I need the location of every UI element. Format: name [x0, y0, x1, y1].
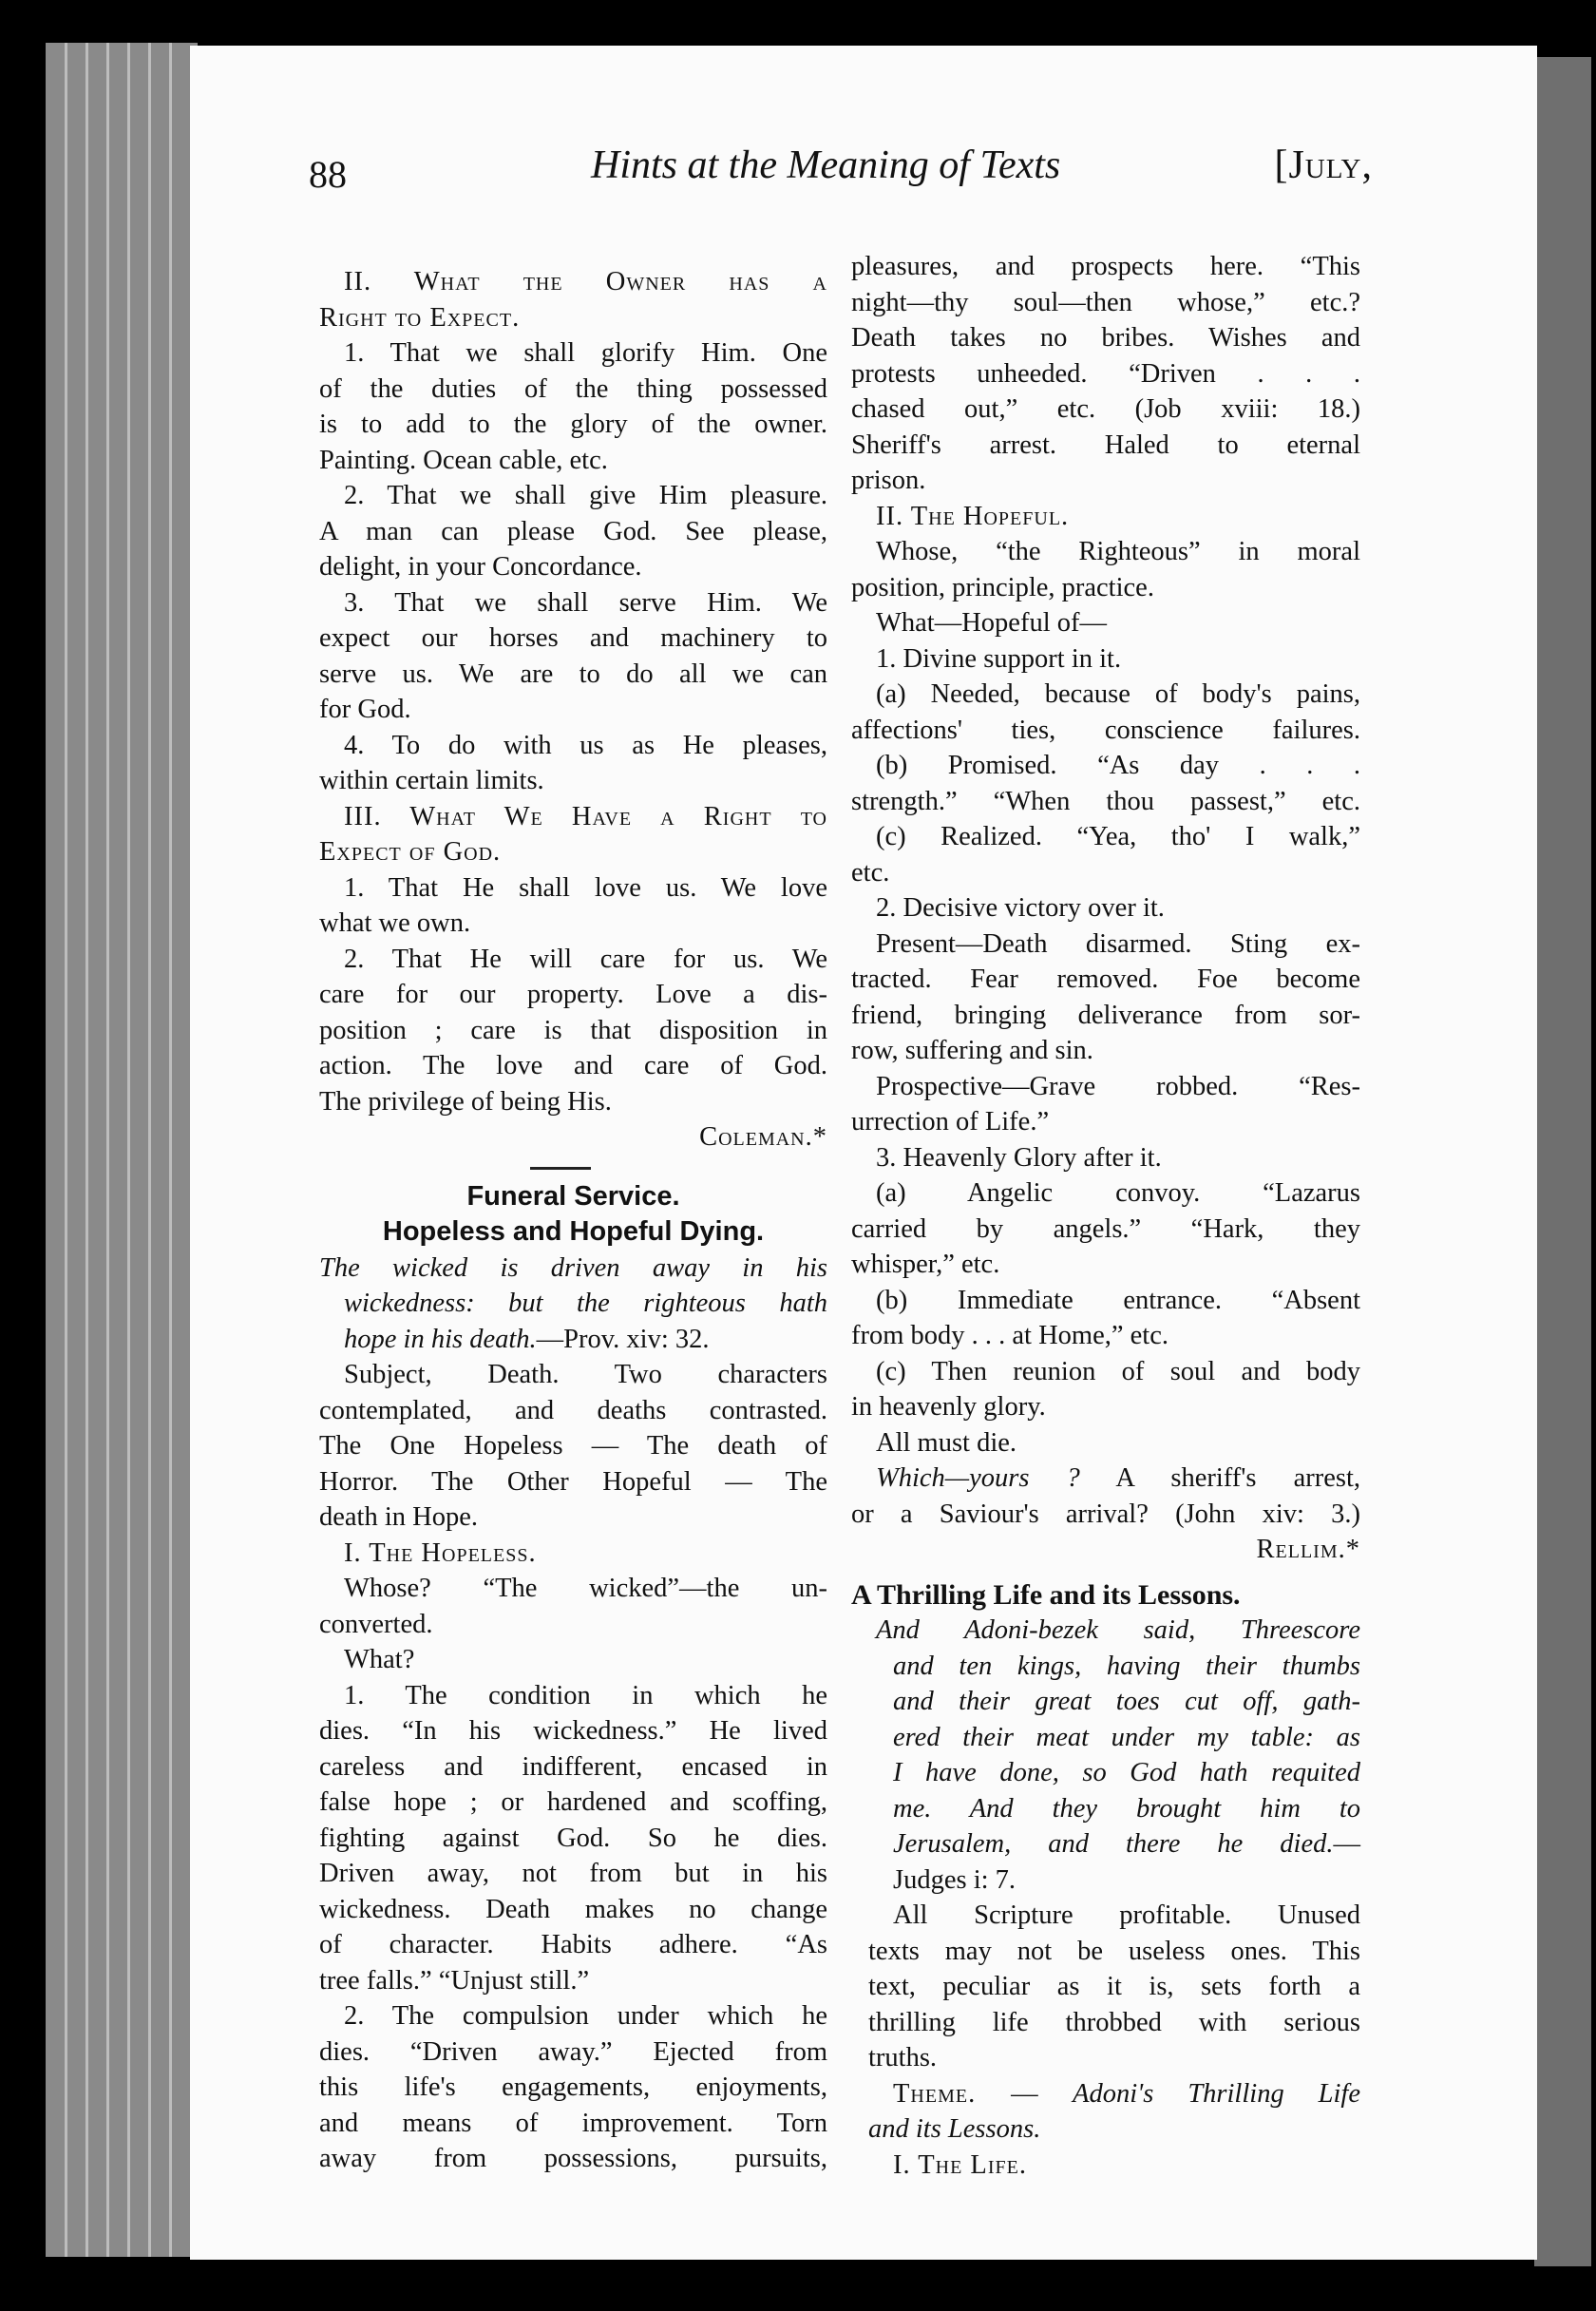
text-line: or a Saviour's arrival? (John xiv: 3.) [851, 1499, 1360, 1529]
text-line: friend, bringing deliverance from sor- [851, 1000, 1360, 1030]
text-line: affections' ties, conscience failures. [851, 715, 1360, 745]
text-line: away from possessions, pursuits, [319, 2144, 827, 2173]
text-line: carried by angels.” “Hark, they [851, 1213, 1360, 1244]
text-line: All must die. [876, 1427, 1017, 1458]
scripture-text [319, 1322, 827, 1358]
text-line: 1. That He shall love us. We love [344, 872, 827, 903]
book-page-edges-left [46, 43, 198, 2257]
text-line: (b) Promised. “As day . . . [876, 751, 1360, 780]
text-line: in heavenly glory. [851, 1392, 1046, 1422]
text-line: contemplated, and deaths contrasted. [319, 1395, 827, 1425]
text-line: serve us. We are to do all we can [319, 659, 827, 689]
text-line: 2. The compulsion under which he [344, 2001, 827, 2031]
text-line: Driven away, not from but in his [319, 1859, 827, 1888]
text-line: is to add to the glory of the owner. [319, 410, 827, 439]
text-line: truths. [868, 2043, 938, 2072]
running-title: Hints at the Meaning of Texts [591, 143, 1061, 187]
scripture-text: and their great toes cut off, gath- [893, 1687, 1360, 1716]
text-line: 4. To do with us as He pleases, [344, 730, 827, 760]
text-line: 2. That He will care for us. We [344, 944, 827, 974]
text-line: 3. That we shall serve Him. We [344, 587, 827, 618]
text-line: tracted. Fear removed. Foe become [851, 965, 1360, 994]
sermon-title: A Thrilling Life and its Lessons. [851, 1578, 1241, 1611]
text-line: protests unheeded. “Driven . . . [851, 358, 1360, 389]
scripture-reference: Judges i: 7. [893, 1864, 1016, 1895]
text-line: Horror. The Other Hopeful — The [319, 1466, 827, 1497]
text-line: tree falls.” “Unjust still.” [319, 1965, 590, 1996]
text-line: night—thy soul—then whose,” etc.? [851, 287, 1360, 317]
scripture-text: I have done, so God hath requited [893, 1758, 1360, 1787]
text-line: All Scripture profitable. Unused [893, 1900, 1360, 1930]
text-line: false hope ; or hardened and scoffing, [319, 1787, 827, 1817]
scripture-text [851, 1826, 1360, 1862]
text-line: action. The love and care of God. [319, 1051, 827, 1080]
text-line: converted. [319, 1609, 433, 1639]
scripture-text: and ten kings, having their thumbs [893, 1651, 1360, 1681]
section-heading: Right to Expect. [319, 302, 521, 333]
text-run: A sheriff's arrest, [1079, 1463, 1360, 1493]
section-heading: II. What the Owner has a [344, 267, 827, 296]
running-header [309, 143, 1373, 209]
text-line: delight, in your Concordance. [319, 552, 642, 582]
text-line: for God. [319, 695, 411, 724]
theme-text: Adoni's Thrilling Life [1038, 2078, 1360, 2109]
text-line: Sheriff's arrest. Haled to eternal [851, 430, 1360, 460]
text-line: A man can please God. See please, [319, 516, 827, 546]
section-divider [530, 1167, 591, 1170]
book-page-edges-right [1534, 57, 1591, 2266]
sermon-title: Hopeless and Hopeful Dying. [382, 1216, 765, 1247]
text-line: fighting against God. So he dies. [319, 1823, 827, 1853]
scripture-text: And Adoni-bezek said, Threescore [876, 1615, 1360, 1645]
text-line: position, principle, practice. [851, 572, 1154, 602]
text-line: care for our property. Love a dis- [319, 980, 827, 1009]
text-line: chased out,” etc. (Job xviii: 18.) [851, 394, 1360, 424]
text-line: position ; care is that disposition in [319, 1015, 827, 1045]
section-heading: I. The Hopeless. [344, 1537, 537, 1568]
text-line: careless and indifferent, encased in [319, 1751, 827, 1782]
text-line: (c) Realized. “Yea, tho' I walk,” [876, 822, 1360, 851]
text-line: within certain limits. [319, 766, 544, 795]
text-line: 1. The condition in which he [344, 1680, 827, 1710]
text-line: strength.” “When thou passest,” etc. [851, 786, 1360, 816]
text-line: 3. Heavenly Glory after it. [876, 1142, 1162, 1173]
text-line: 1. Divine support in it. [876, 643, 1122, 674]
text-line: dies. “In his wickedness.” He lived [319, 1716, 827, 1746]
text-line: What—Hopeful of— [876, 608, 1107, 638]
section-heading: Expect of God. [319, 837, 502, 867]
scripture-text: wickedness: but the righteous hath [344, 1289, 827, 1318]
text-line: Whose, “the Righteous” in moral [876, 537, 1360, 566]
scripture-text: me. And they brought him to [893, 1793, 1360, 1824]
text-line: 1. That we shall glorify Him. One [344, 338, 827, 368]
text-line: dies. “Driven away.” Ejected from [319, 2036, 827, 2067]
emphasis-text: Which—yours ? [876, 1463, 1080, 1493]
section-heading: I. The Life. [893, 2149, 1027, 2180]
theme-text: and its Lessons. [868, 2114, 1041, 2144]
scripture-text-end: Jerusalem, and there he died. [893, 1829, 1334, 1859]
theme-label: Theme. — [893, 2078, 1039, 2109]
text-line: thrilling life throbbed with serious [868, 2007, 1360, 2037]
text-line: 2. Decisive victory over it. [876, 893, 1165, 923]
page-number: 88 [309, 153, 347, 196]
scripture-text: ered their meat under my table: as [893, 1722, 1360, 1752]
text-line: Painting. Ocean cable, etc. [319, 445, 608, 475]
header-month: [July, [1274, 143, 1373, 187]
author-signature: Coleman.* [699, 1122, 827, 1152]
scripture-text-end: hope in his death. [344, 1324, 537, 1354]
text-line: Prospective—Grave robbed. “Res- [876, 1071, 1360, 1101]
text-line: this life's engagements, enjoyments, [319, 2072, 827, 2102]
text-line: Whose? “The wicked”—the un- [344, 1574, 827, 1603]
text-line: of the duties of the thing possessed [319, 373, 827, 404]
text-line: etc. [851, 857, 890, 888]
text-line: expect our horses and machinery to [319, 623, 827, 653]
text-line: The privilege of being His. [319, 1086, 612, 1117]
text-line: wickedness. Death makes no change [319, 1894, 827, 1924]
text-line: The One Hopeless — The death of [319, 1431, 827, 1461]
text-line: whisper,” etc. [851, 1250, 1000, 1279]
text-line: (c) Then reunion of soul and body [876, 1356, 1360, 1386]
text-line: prison. [851, 466, 926, 495]
text-line: Present—Death disarmed. Sting ex- [876, 928, 1360, 959]
text-line: what we own. [319, 908, 471, 938]
section-heading: II. The Hopeful. [876, 501, 1070, 531]
section-heading: III. What We Have a Right to [344, 801, 827, 831]
left-column [319, 264, 827, 2177]
text-line: texts may not be useless ones. This [868, 1936, 1360, 1966]
text-line: (b) Immediate entrance. “Absent [876, 1285, 1360, 1315]
text-line: text, peculiar as it is, sets forth a [868, 1972, 1360, 2001]
text-line: Death takes no bribes. Wishes and [851, 323, 1360, 353]
section-title: Funeral Service. [466, 1180, 680, 1212]
text-run: — [1333, 1829, 1360, 1859]
scripture-reference: —Prov. xiv: 32. [536, 1324, 710, 1354]
text-line: What? [344, 1645, 415, 1674]
author-signature: Rellim.* [1256, 1535, 1360, 1564]
text-line: and means of improvement. Torn [319, 2108, 827, 2138]
text-line: Subject, Death. Two characters [344, 1360, 827, 1389]
text-line [851, 2076, 1360, 2112]
text-line: (a) Angelic convoy. “Lazarus [876, 1178, 1360, 1208]
text-line: pleasures, and prospects here. “This [851, 252, 1360, 281]
text-line: death in Hope. [319, 1502, 478, 1532]
text-line: (a) Needed, because of body's pains, [876, 679, 1360, 709]
text-line: urrection of Life.” [851, 1107, 1050, 1136]
text-line: of character. Habits adhere. “As [319, 1930, 827, 1959]
text-line: row, suffering and sin. [851, 1036, 1093, 1065]
text-line: from body . . . at Home,” etc. [851, 1321, 1168, 1350]
scripture-text: The wicked is driven away in his [319, 1252, 827, 1283]
text-line: 2. That we shall give Him pleasure. [344, 481, 827, 510]
text-line [851, 1461, 1360, 1497]
right-column [851, 249, 1360, 2183]
